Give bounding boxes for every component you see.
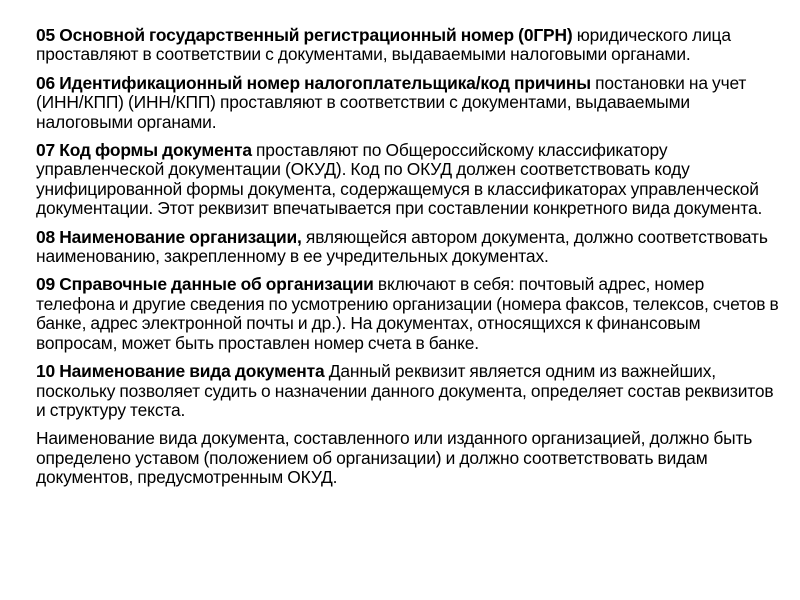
term-ogrn: 05 Основной государственный регистрационный номер (0ГРН) — [36, 25, 573, 45]
term-doc-type-name: 10 Наименование вида документа — [36, 361, 325, 382]
paragraph-10-doc-type-name — [36, 362, 780, 420]
paragraph-text: Данный реквизит является одним из важнейших, поскольку позволяет судить о назначении данного документа, определяет состав реквизитов и структуру текста. — [36, 361, 774, 420]
term-form-code: 07 Код формы документа — [36, 140, 252, 161]
paragraph-05-ogrn — [36, 26, 780, 65]
paragraph-08-org-name — [36, 228, 780, 267]
paragraph-09-reference-data — [36, 275, 780, 353]
paragraph-text: Наименование вида документа, составленного или изданного организацией, должно быть определено уставом (положением об организации) и должно соответствовать видам документов, предусмотренным ОКУД. — [36, 428, 753, 488]
paragraph-text: являющейся автором документа, должно соответствовать наименованию, закрепленному в ее учредительных документах. — [36, 226, 768, 267]
paragraph-text: проставляют по Общероссийскому классификатору управленческой документации (ОКУД). Код по ОКУД должен соответствовать коду унифицированной формы документа, содержащемуся в классификаторах управленческой документации. Этот реквизит впечатывается при составлении конкретного вида документа. — [36, 140, 763, 219]
paragraph-text: юридического лица проставляют в соответствии с документами, выдаваемыми налоговыми органами. — [36, 25, 731, 65]
term-reference-data: 09 Справочные данные об организации — [36, 274, 374, 295]
term-org-name: 08 Наименование организации, — [36, 226, 302, 247]
paragraph-doc-type-definition — [36, 429, 780, 487]
paragraph-text: включают в себя: почтовый адрес, номер телефона и другие сведения по усмотрению организации (номера факсов, телексов, счетов в банке, адрес электронной почты и др.). На документах, относящихся к финансовым вопросам, может быть проставлен номер счета в банке. — [36, 274, 779, 353]
paragraph-text: постановки на учет (ИНН/КПП) (ИНН/КПП) проставляют в соответствии с документами, выдаваемыми налоговыми органами. — [36, 72, 747, 132]
term-inn-kpp: 06 Идентификационный номер налогоплательщика/код причины — [36, 72, 591, 93]
paragraph-07-form-code — [36, 141, 780, 219]
paragraph-06-inn-kpp — [36, 74, 780, 132]
